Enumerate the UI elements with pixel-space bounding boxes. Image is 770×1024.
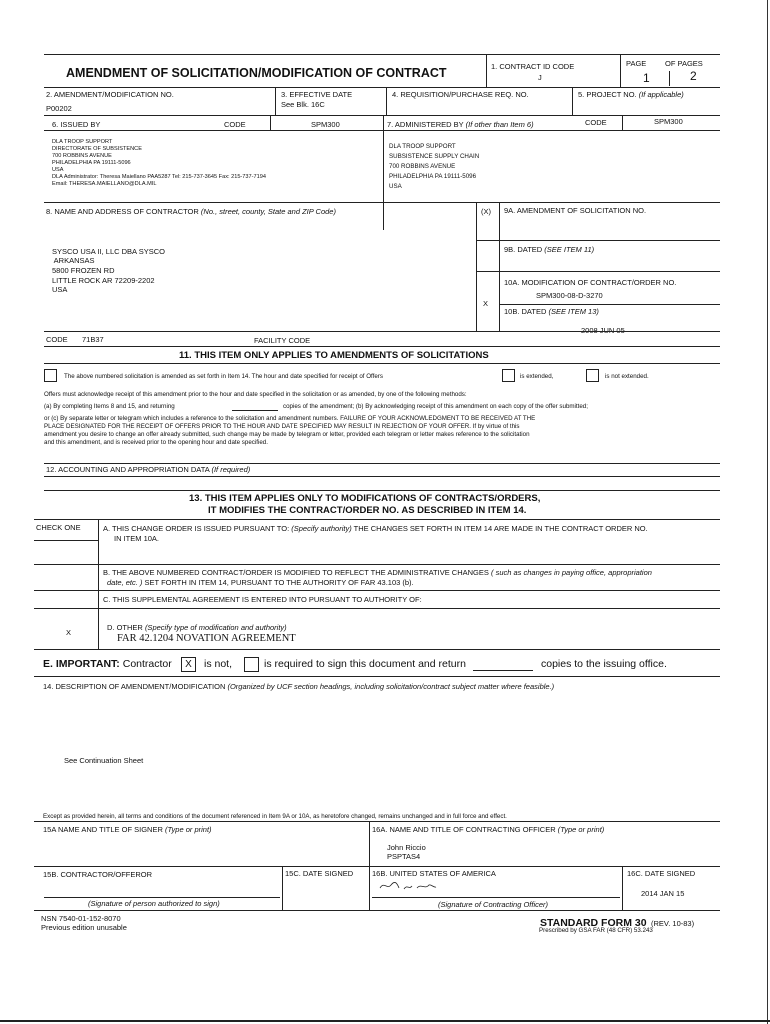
- see-continuation: See Continuation Sheet: [64, 756, 144, 765]
- item-13d-mark: X: [66, 628, 72, 637]
- important-label: E. IMPORTANT:: [43, 658, 120, 670]
- officer-title: PSPTAS4: [387, 852, 421, 861]
- item-11-title: 11. THIS ITEM ONLY APPLIES TO AMENDMENTS OF SOLICITATIONS: [179, 350, 489, 361]
- issuer-line: 700 ROBBINS AVENUE: [52, 153, 112, 159]
- item-13a-part2: THE CHANGES SET FORTH IN ITEM 14 ARE MADE IN THE CONTRACT ORDER NO.: [353, 524, 648, 533]
- date-signed-16c: 2014 JAN 15: [641, 889, 685, 898]
- contractor-line: LITTLE ROCK AR 72209-2202: [52, 276, 155, 285]
- issuer-line: DLA TROOP SUPPORT: [52, 139, 113, 145]
- signature-line: [44, 897, 280, 898]
- rule: [34, 676, 720, 677]
- not-extended-label: is not extended.: [605, 373, 649, 380]
- of-pages-label: OF PAGES: [665, 59, 703, 68]
- divider: [486, 54, 487, 87]
- nsn-number: NSN 7540-01-152-8070: [41, 914, 121, 923]
- sf30-revision: (REV. 10-83): [651, 919, 695, 928]
- item-14-label: [43, 682, 554, 691]
- item-13b-note2: date, etc. ): [107, 578, 143, 587]
- rule: [34, 519, 720, 520]
- divider: [669, 71, 670, 86]
- divider: [476, 202, 477, 331]
- item-10a-label: 10A. MODIFICATION OF CONTRACT/ORDER NO.: [504, 278, 677, 287]
- amendment-no-label: 2. AMENDMENT/MODIFICATION NO.: [46, 90, 174, 99]
- item-16a-text: 16A. NAME AND TITLE OF CONTRACTING OFFICER: [372, 825, 556, 834]
- divider: [270, 115, 271, 130]
- rule: [44, 87, 720, 88]
- item-10b-note: (SEE ITEM 13): [548, 307, 599, 316]
- signature-line: [372, 897, 620, 898]
- divider: [282, 866, 283, 910]
- admin-line: DLA TROOP SUPPORT: [389, 143, 456, 150]
- rule: [44, 331, 720, 332]
- item-13-title2: IT MODIFIES THE CONTRACT/ORDER NO. AS DESCRIBED IN ITEM 14.: [208, 505, 527, 516]
- issuer-line: DLA Administrator: Theresa Maiellano PAA5287 Tel: 215-737-3645 Fax: 215-737-7194: [52, 174, 266, 180]
- item-15a-note: (Type or print): [165, 825, 212, 834]
- contractor-code-label: CODE: [46, 335, 68, 344]
- project-no-text: 5. PROJECT NO.: [578, 90, 637, 99]
- effective-date-label: 3. EFFECTIVE DATE: [281, 90, 353, 99]
- item-13a-note: (Specify authority): [291, 524, 352, 533]
- scan-edge: [767, 0, 768, 1024]
- total-pages: 2: [690, 69, 697, 83]
- is-not-label: is not,: [204, 658, 233, 670]
- item-13b-part1: B. THE ABOVE NUMBERED CONTRACT/ORDER IS MODIFIED TO REFLECT THE ADMINISTRATIVE CHANGES: [103, 568, 489, 577]
- divider: [572, 87, 573, 115]
- admin-code-label: CODE: [585, 118, 607, 127]
- rule: [34, 608, 720, 609]
- contractor-line: SYSCO USA II, LLC DBA SYSCO: [52, 247, 165, 256]
- facility-code-label: FACILITY CODE: [254, 336, 311, 345]
- rule: [499, 304, 720, 305]
- item-13a-part1: A. THIS CHANGE ORDER IS ISSUED PURSUANT TO:: [103, 524, 290, 533]
- admin-line: SUBSISTENCE SUPPLY CHAIN: [389, 153, 480, 160]
- rule: [34, 564, 720, 565]
- divider: [622, 115, 623, 130]
- contractor-label-text: 8. NAME AND ADDRESS OF CONTRACTOR: [46, 207, 199, 216]
- item-12-label: [46, 465, 250, 474]
- item-16a-note: (Type or print): [557, 825, 605, 834]
- divider: [499, 202, 500, 331]
- issuer-line: USA: [52, 167, 64, 173]
- rule: [44, 346, 720, 347]
- administered-by-note: (If other than Item 6): [465, 120, 534, 129]
- item-9b-text: 9B. DATED: [504, 245, 543, 254]
- checkbox-not-extended[interactable]: [586, 369, 599, 382]
- issuer-line: Email: THERESA.MAIELLANO@DLA.MIL: [52, 181, 157, 187]
- admin-line: USA: [389, 183, 402, 190]
- divider: [386, 87, 387, 115]
- contractor-line: 5800 FROZEN RD: [52, 266, 115, 275]
- rule: [34, 590, 720, 591]
- contractor-label: [46, 207, 336, 216]
- item-9b-label: [504, 245, 594, 254]
- item-11-line5: PLACE DESIGNATED FOR THE RECEIPT OF OFFERS PRIOR TO THE HOUR AND DATE SPECIFIED MAY RESULT IN REJECTION OF YOUR OFFER. If by virtue of this: [44, 423, 520, 430]
- divider: [620, 54, 621, 87]
- signature-15-caption: (Signature of person authorized to sign): [88, 899, 220, 908]
- contractor-line: ARKANSAS: [52, 256, 95, 265]
- scan-edge-bottom: [0, 1020, 770, 1022]
- except-statement: Except as provided herein, all terms and conditions of the document referenced in Item 9A or 10A, as heretofore changed, remains unchanged and in full force and effect.: [43, 813, 507, 820]
- item-13b-text1: [103, 568, 652, 577]
- rule: [34, 821, 720, 822]
- previous-edition: Previous edition unusable: [41, 923, 127, 932]
- item-12-note: (If required): [211, 465, 251, 474]
- form-title: AMENDMENT OF SOLICITATION/MODIFICATION OF CONTRACT: [66, 66, 447, 80]
- contractor-line: USA: [52, 285, 68, 294]
- prescribed-by: Prescribed by GSA FAR (48 CFR) 53.243: [539, 927, 653, 934]
- effective-date-value: See Blk. 16C: [281, 100, 325, 109]
- item-11-line4: or (c) By separate letter or telegram which includes a reference to the solicitation and amendment numbers. FAILURE OF YOUR ACKNOWLEDGMENT TO BE RECEIVED AT THE: [44, 415, 536, 422]
- item-15c-label: 15C. DATE SIGNED: [285, 869, 354, 878]
- item-13d-note: (Specify type of modification and authority): [144, 623, 287, 632]
- rule: [44, 202, 720, 203]
- rule: [44, 463, 720, 464]
- rule: [476, 240, 720, 241]
- issuer-line: PHILADELPHIA PA 19111-5096: [52, 160, 131, 166]
- divider: [383, 115, 384, 230]
- amendment-no-value: P00202: [46, 104, 72, 113]
- item-9a-label: 9A. AMENDMENT OF SOLICITATION NO.: [504, 206, 647, 215]
- divider: [622, 866, 623, 910]
- item-10a-mark: X: [483, 299, 489, 308]
- item-10a-value: SPM300-08-D-3270: [536, 291, 603, 300]
- checkbox-extended[interactable]: [502, 369, 515, 382]
- item-11-line3b: copies of the amendment; (b) By acknowledging receipt of this amendment on each copy of the offer submitted;: [283, 403, 588, 410]
- item-16c-label: 16C. DATE SIGNED: [627, 869, 696, 878]
- checkbox-is-not[interactable]: X: [181, 657, 196, 672]
- item-14-text: 14. DESCRIPTION OF AMENDMENT/MODIFICATION: [43, 682, 226, 691]
- item-13b-text2: [107, 578, 414, 587]
- contractor-label-note: (No., street, county, State and ZIP Code): [200, 207, 336, 216]
- issued-code-value: SPM300: [311, 120, 340, 129]
- item-11-line3a: (a) By completing Items 8 and 15, and returning: [44, 403, 175, 410]
- item-13b-part2: SET FORTH IN ITEM 14, PURSUANT TO THE AUTHORITY OF FAR 43.103 (b).: [144, 578, 414, 587]
- item-10b-label: [504, 307, 599, 316]
- rule: [476, 271, 720, 272]
- requisition-label: 4. REQUISITION/PURCHASE REQ. NO.: [392, 90, 529, 99]
- x-column-header: (X): [481, 207, 491, 216]
- rule: [34, 910, 720, 911]
- extended-label: is extended,: [520, 373, 554, 380]
- item-10b-text: 10B. DATED: [504, 307, 547, 316]
- item-13c-text: C. THIS SUPPLEMENTAL AGREEMENT IS ENTERED INTO PURSUANT TO AUTHORITY OF:: [103, 595, 422, 604]
- issued-code-label: CODE: [224, 120, 246, 129]
- item-15a-label: [43, 825, 212, 834]
- item-13d-value: FAR 42.1204 NOVATION AGREEMENT: [117, 633, 296, 644]
- item-13d-label: D. OTHER: [107, 623, 143, 632]
- admin-line: 700 ROBBINS AVENUE: [389, 163, 456, 170]
- item-12-text: 12. ACCOUNTING AND APPROPRIATION DATA: [46, 465, 210, 474]
- item-16a-label: [372, 825, 604, 834]
- item-13a-text3: IN ITEM 10A.: [114, 534, 160, 543]
- blank-line: [473, 670, 533, 671]
- item-11-line2: Offers must acknowledge receipt of this amendment prior to the hour and date specified in the solicitation or as amended, by one of the following methods:: [44, 391, 467, 398]
- rule: [44, 476, 720, 477]
- officer-signature: [378, 878, 438, 894]
- checkbox-amended[interactable]: [44, 369, 57, 382]
- blank-line: [232, 410, 278, 411]
- page-number: 1: [643, 71, 650, 85]
- administered-by-text: 7. ADMINISTERED BY: [387, 120, 464, 129]
- important-line: [43, 658, 172, 670]
- item-13-title1: 13. THIS ITEM APPLIES ONLY TO MODIFICATIONS OF CONTRACTS/ORDERS,: [189, 493, 541, 504]
- check-one-label: CHECK ONE: [36, 523, 81, 532]
- rule: [44, 363, 720, 364]
- important-contractor: Contractor: [122, 658, 172, 670]
- item-13a-text: [103, 524, 648, 533]
- divider: [275, 87, 276, 115]
- sf30-text: STANDARD FORM 30: [540, 917, 647, 929]
- item-9b-note: (SEE ITEM 11): [544, 245, 595, 254]
- item-11-line1: The above numbered solicitation is amended as set forth in Item 14. The hour and date specified for receipt of Offers: [64, 373, 383, 380]
- rule: [44, 115, 720, 116]
- divider: [98, 519, 99, 649]
- item-15a-text: 15A NAME AND TITLE OF SIGNER: [43, 825, 163, 834]
- contract-id-label: 1. CONTRACT ID CODE: [491, 62, 575, 71]
- item-10b-value: 2008 JUN 05: [581, 326, 625, 335]
- item-13b-note: ( such as changes in paying office, appropriation: [491, 568, 652, 577]
- administered-by-label: [387, 120, 534, 129]
- copies-label: copies to the issuing office.: [541, 658, 667, 670]
- contractor-code-value: 71B37: [82, 335, 104, 344]
- officer-name: John Riccio: [387, 843, 426, 852]
- rule: [34, 540, 98, 541]
- project-no-label: [578, 90, 684, 99]
- admin-code-value: SPM300: [654, 117, 683, 126]
- rule: [44, 130, 720, 131]
- item-11-line7: and this amendment, and is received prior to the opening hour and date specified.: [44, 439, 268, 446]
- contract-id-value: J: [538, 73, 542, 82]
- item-13d-text: [107, 623, 287, 632]
- issued-by-label: 6. ISSUED BY: [52, 120, 101, 129]
- item-16b-label: 16B. UNITED STATES OF AMERICA: [372, 869, 496, 878]
- item-15b-label: 15B. CONTRACTOR/OFFEROR: [43, 870, 153, 879]
- item-14-note: (Organized by UCF section headings, including solicitation/contract subject matter where feasible.): [227, 682, 555, 691]
- top-border: [44, 54, 720, 55]
- item-11-line6: amendment you desire to change an offer already submitted, such change may be made by telegram or letter, provided each telegram or letter makes reference to the solicitation: [44, 431, 530, 438]
- project-no-note: (If applicable): [638, 90, 684, 99]
- issuer-line: DIRECTORATE OF SUBSISTENCE: [52, 146, 142, 152]
- rule: [34, 866, 720, 867]
- is-required-label: is required to sign this document and return: [264, 658, 466, 670]
- admin-line: PHILADELPHIA PA 19111-5096: [389, 173, 477, 180]
- checkbox-is-required[interactable]: [244, 657, 259, 672]
- rule: [44, 490, 720, 491]
- rule: [34, 649, 720, 650]
- signature-16-caption: (Signature of Contracting Officer): [438, 900, 549, 909]
- page-label: PAGE: [626, 59, 647, 68]
